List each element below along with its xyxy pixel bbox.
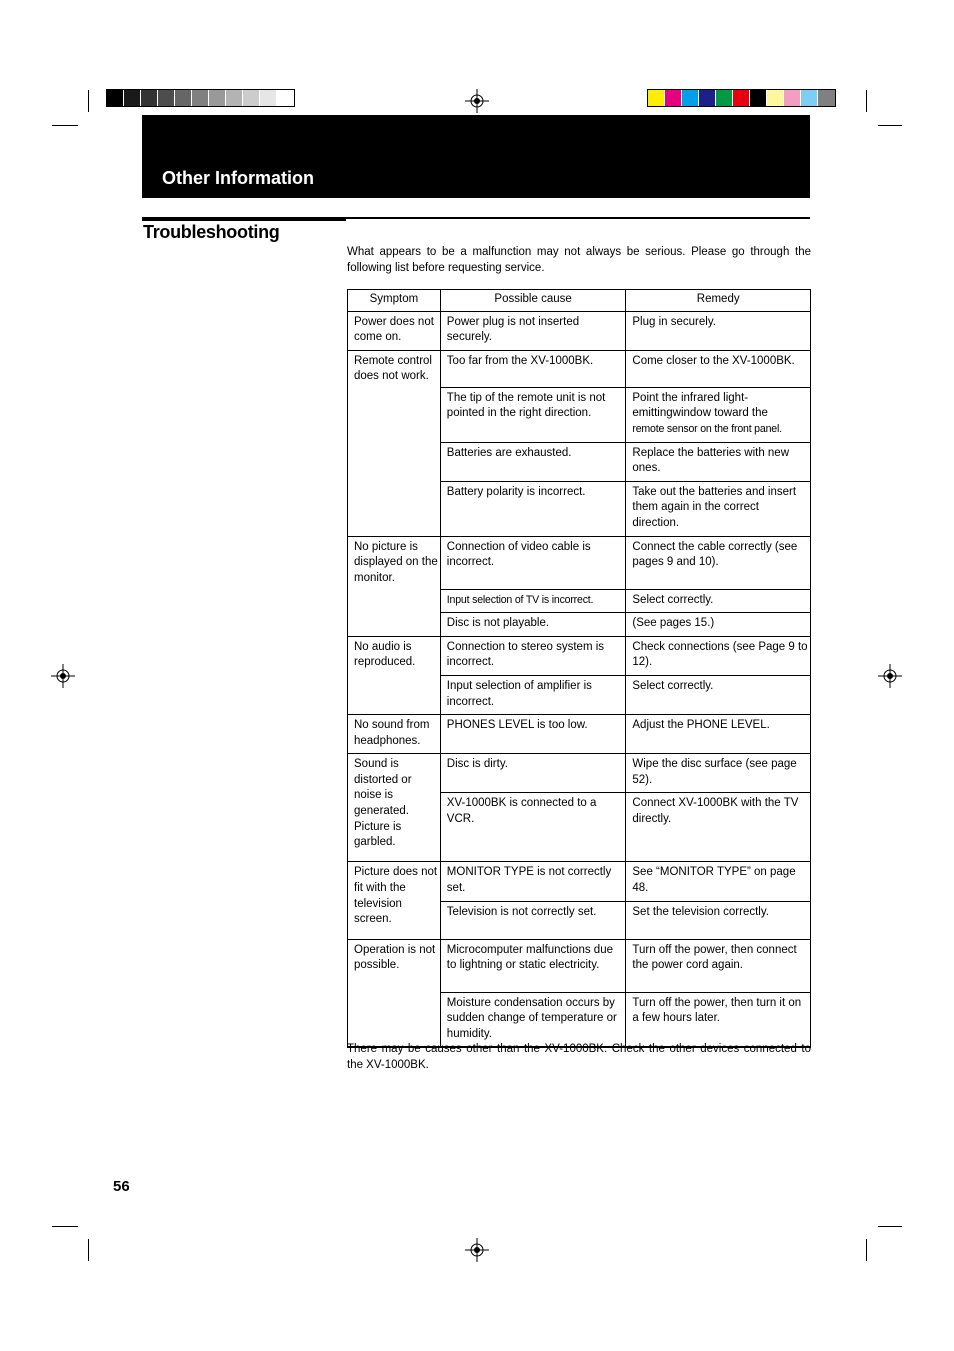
- cause-cell: XV-1000BK is connected to a VCR.: [440, 793, 626, 862]
- cause-cell: The tip of the remote unit is not pointed in the right direction.: [440, 387, 626, 442]
- color-swatch: [767, 90, 784, 106]
- color-swatch: [818, 90, 835, 106]
- cause-cell: Battery polarity is incorrect.: [440, 481, 626, 536]
- column-header-remedy: Remedy: [626, 290, 811, 312]
- registration-mark-icon: [51, 664, 75, 688]
- symptom-cell: No audio is reproduced.: [348, 636, 441, 714]
- remedy-cell: Plug in securely.: [626, 311, 811, 350]
- remedy-cell: [626, 387, 811, 442]
- crop-mark: [878, 125, 902, 126]
- color-swatch: [107, 90, 124, 106]
- table-row: [348, 754, 811, 793]
- remedy-cell: Connect XV-1000BK with the TV directly.: [626, 793, 811, 862]
- table-header-row: [348, 290, 811, 312]
- color-swatch: [277, 90, 294, 106]
- cause-cell: Moisture condensation occurs by sudden change of temperature or humidity.: [440, 992, 626, 1047]
- color-swatch: [716, 90, 733, 106]
- table-row: [348, 536, 811, 589]
- remedy-cell: Select correctly.: [626, 675, 811, 714]
- page-title: Troubleshooting: [143, 222, 280, 242]
- color-swatch: [750, 90, 767, 106]
- cause-cell: Television is not correctly set.: [440, 901, 626, 939]
- remedy-text: Point the infrared light-emittingwindow toward the: [632, 391, 768, 420]
- section-header-title: Other Information: [162, 168, 314, 188]
- cause-cell: Input selection of amplifier is incorrect.: [440, 675, 626, 714]
- cause-cell: Connection of video cable is incorrect.: [440, 536, 626, 589]
- cause-cell: PHONES LEVEL is too low.: [440, 715, 626, 754]
- remedy-cell: Come closer to the XV-1000BK.: [626, 350, 811, 387]
- color-swatch: [260, 90, 277, 106]
- color-swatch: [682, 90, 699, 106]
- cause-cell: Input selection of TV is incorrect.: [440, 589, 626, 613]
- color-swatch: [158, 90, 175, 106]
- cause-cell: Disc is dirty.: [440, 754, 626, 793]
- remedy-cell: Wipe the disc surface (see page 52).: [626, 754, 811, 793]
- color-swatch: [141, 90, 158, 106]
- remedy-cell: Check connections (see Page 9 to 12).: [626, 636, 811, 675]
- table-row: [348, 350, 811, 387]
- symptom-cell: No sound from headphones.: [348, 715, 441, 754]
- crop-mark: [866, 1239, 867, 1261]
- remedy-text: remote sensor on the front panel.: [632, 422, 782, 435]
- footer-note: There may be causes other than the XV-1000BK. Check the other devices connected to the XV-1000BK.: [347, 1043, 811, 1071]
- section-header-band: [142, 115, 810, 198]
- registration-mark-icon: [465, 89, 489, 113]
- remedy-cell: Take out the batteries and insert them again in the correct direction.: [626, 481, 811, 536]
- table-row: [348, 939, 811, 992]
- divider: [346, 217, 810, 219]
- crop-mark: [88, 90, 89, 112]
- remedy-cell: Replace the batteries with new ones.: [626, 442, 811, 481]
- color-swatch: [243, 90, 260, 106]
- symptom-cell: No picture is displayed on the monitor.: [348, 536, 441, 636]
- symptom-cell: Sound is distorted or noise is generated. Picture is garbled.: [348, 754, 441, 862]
- gray-calibration-bar: [106, 89, 295, 107]
- cause-cell: MONITOR TYPE is not correctly set.: [440, 862, 626, 901]
- color-swatch: [226, 90, 243, 106]
- color-calibration-bar: [647, 89, 836, 107]
- remedy-cell: (See pages 15.): [626, 613, 811, 637]
- cause-cell: Microcomputer malfunctions due to lightning or static electricity.: [440, 939, 626, 992]
- remedy-cell: Set the television correctly.: [626, 901, 811, 939]
- color-swatch: [665, 90, 682, 106]
- remedy-cell: Adjust the PHONE LEVEL.: [626, 715, 811, 754]
- color-swatch: [124, 90, 141, 106]
- color-swatch: [699, 90, 716, 106]
- page-number: 56: [113, 1178, 130, 1195]
- cause-cell: Disc is not playable.: [440, 613, 626, 637]
- remedy-cell: Select correctly.: [626, 589, 811, 613]
- color-swatch: [648, 90, 665, 106]
- cause-cell: Too far from the XV-1000BK.: [440, 350, 626, 387]
- symptom-cell: Picture does not fit with the television screen.: [348, 862, 441, 939]
- remedy-cell: Connect the cable correctly (see pages 9 and 10).: [626, 536, 811, 589]
- divider: [142, 217, 346, 221]
- symptom-cell: Operation is not possible.: [348, 939, 441, 1047]
- crop-mark: [866, 90, 867, 112]
- table-row: [348, 715, 811, 754]
- column-header-cause: Possible cause: [440, 290, 626, 312]
- remedy-cell: Turn off the power, then turn it on a few hours later.: [626, 992, 811, 1047]
- registration-mark-icon: [878, 664, 902, 688]
- cause-cell: Power plug is not inserted securely.: [440, 311, 626, 350]
- symptom-cell: Power does not come on.: [348, 311, 441, 350]
- crop-mark: [88, 1239, 89, 1261]
- troubleshooting-table: [347, 289, 811, 1048]
- color-swatch: [209, 90, 226, 106]
- color-swatch: [733, 90, 750, 106]
- symptom-cell: Remote control does not work.: [348, 350, 441, 536]
- color-swatch: [801, 90, 818, 106]
- color-swatch: [784, 90, 801, 106]
- crop-mark: [52, 1226, 78, 1227]
- table-row: [348, 311, 811, 350]
- crop-mark: [878, 1226, 902, 1227]
- cause-cell: Connection to stereo system is incorrect.: [440, 636, 626, 675]
- remedy-cell: See “MONITOR TYPE” on page 48.: [626, 862, 811, 901]
- table-row: [348, 636, 811, 675]
- color-swatch: [192, 90, 209, 106]
- table-row: [348, 862, 811, 901]
- registration-mark-icon: [465, 1238, 489, 1262]
- column-header-symptom: Symptom: [348, 290, 441, 312]
- remedy-cell: Turn off the power, then connect the power cord again.: [626, 939, 811, 992]
- intro-paragraph: What appears to be a malfunction may not always be serious. Please go through the following list before requesting service.: [347, 246, 811, 274]
- color-swatch: [175, 90, 192, 106]
- crop-mark: [52, 125, 78, 126]
- cause-cell: Batteries are exhausted.: [440, 442, 626, 481]
